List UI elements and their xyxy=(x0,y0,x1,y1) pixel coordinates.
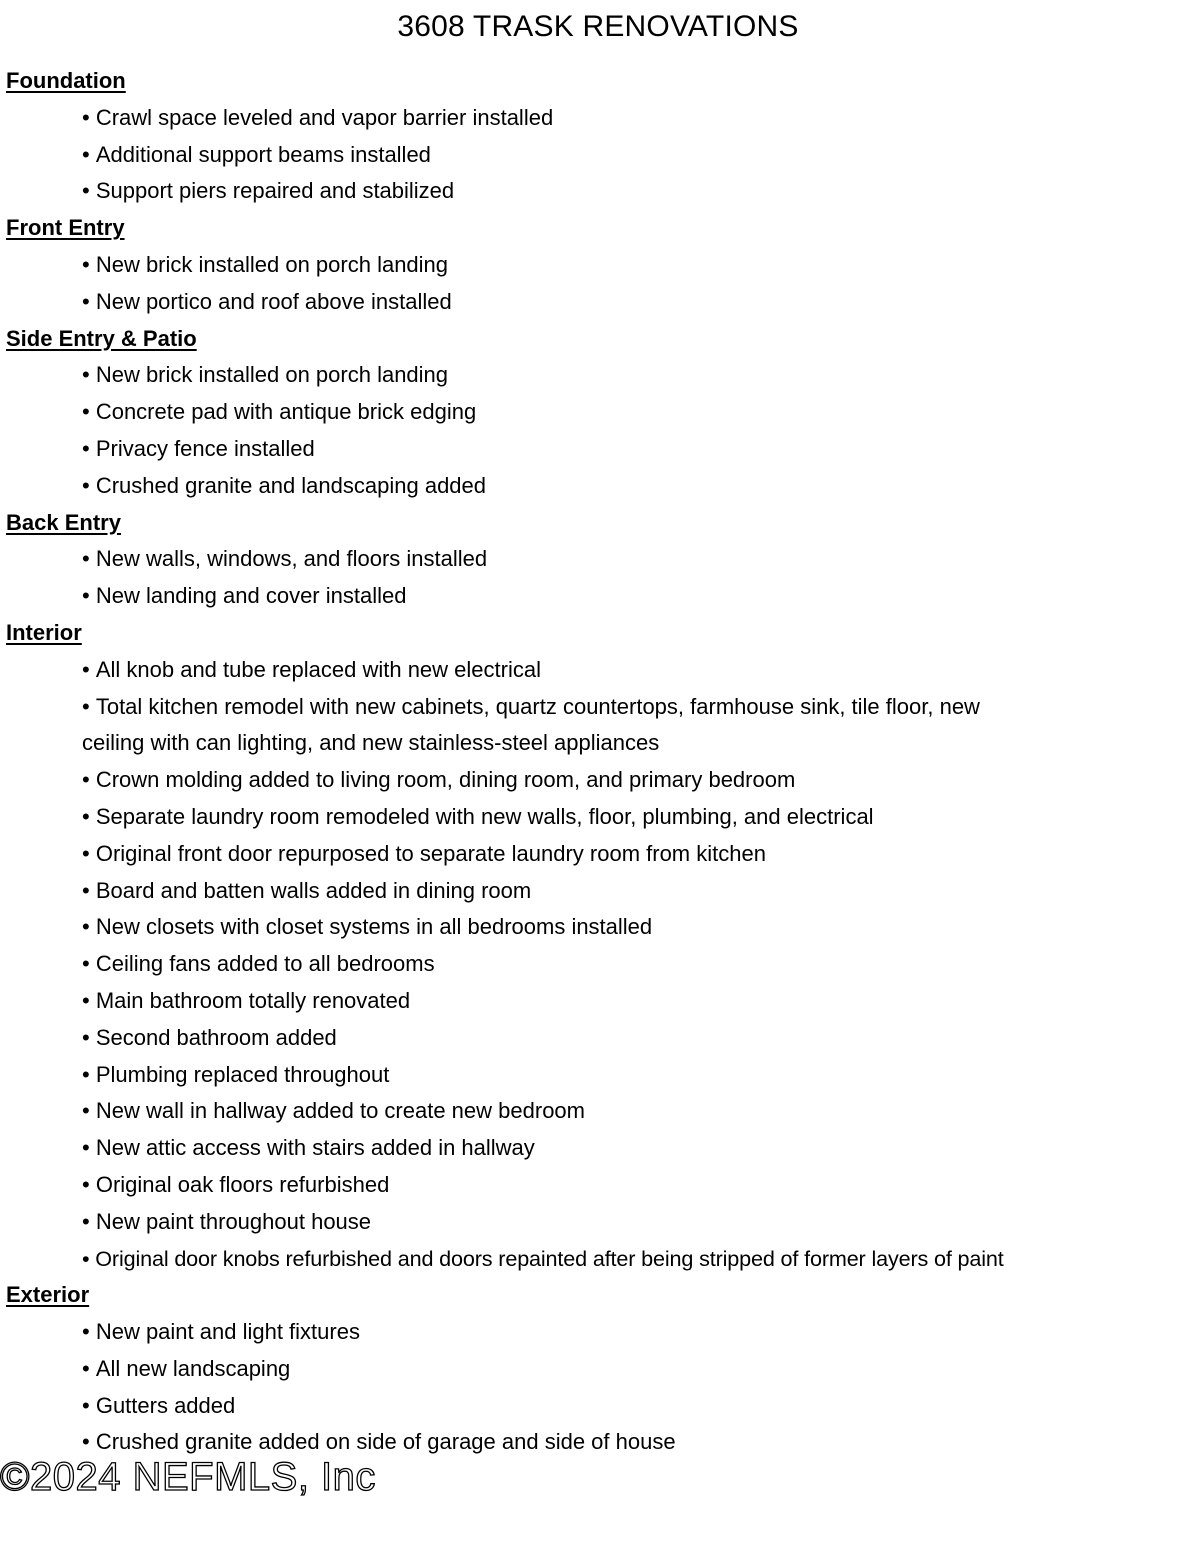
page-title: 3608 TRASK RENOVATIONS xyxy=(397,10,799,43)
list-item: • Privacy fence installed xyxy=(6,431,1162,468)
list-item: • Second bathroom added xyxy=(6,1020,1162,1057)
list-item: • Crushed granite added on side of garage and side of house xyxy=(6,1424,1162,1461)
list-item: • Crawl space leveled and vapor barrier installed xyxy=(6,100,1162,137)
list-item: • New brick installed on porch landing xyxy=(6,357,1162,394)
back-entry-list xyxy=(6,541,1194,615)
list-item: • Separate laundry room remodeled with new walls, floor, plumbing, and electrical xyxy=(6,799,1162,836)
list-item: • Original oak floors refurbished xyxy=(6,1167,1162,1204)
renovation-list xyxy=(6,63,1194,1461)
list-item: • Plumbing replaced throughout xyxy=(6,1057,1162,1094)
list-item: • Gutters added xyxy=(6,1388,1162,1425)
front-entry-list xyxy=(6,247,1194,321)
list-item: • Support piers repaired and stabilized xyxy=(6,173,1162,210)
copyright-watermark: ©2024 NEFMLS, Inc xyxy=(0,1455,376,1499)
section-heading-foundation: Foundation xyxy=(6,68,126,93)
list-item: • Total kitchen remodel with new cabinets, quartz countertops, farmhouse sink, tile floor, new ceiling with can lighting, and new stainless-steel appliances xyxy=(6,689,1042,763)
list-item: • Original door knobs refurbished and doors repainted after being stripped of former layers of paint xyxy=(6,1241,1162,1278)
list-item: • New brick installed on porch landing xyxy=(6,247,1162,284)
foundation-list xyxy=(6,100,1194,210)
interior-list xyxy=(6,652,1194,1278)
section-heading-exterior: Exterior xyxy=(6,1282,90,1308)
list-item: • All knob and tube replaced with new electrical xyxy=(6,652,1162,689)
section-heading-front-entry: Front Entry xyxy=(6,215,125,241)
list-item: • New attic access with stairs added in hallway xyxy=(6,1130,1162,1167)
section-heading-interior: Interior xyxy=(6,619,82,645)
list-item: • Board and batten walls added in dining room xyxy=(6,873,1162,910)
list-item: • Crushed granite and landscaping added xyxy=(6,468,1162,505)
list-item: • New closets with closet systems in all bedrooms installed xyxy=(6,909,1162,946)
section-heading-side-entry-patio: Side Entry & Patio xyxy=(6,325,197,351)
list-item: • Ceiling fans added to all bedrooms xyxy=(6,946,1162,983)
list-item: • New landing and cover installed xyxy=(6,578,1162,615)
list-item: • New walls, windows, and floors installed xyxy=(6,541,1162,578)
list-item: • New wall in hallway added to create new bedroom xyxy=(6,1093,1162,1130)
list-item: • Main bathroom totally renovated xyxy=(6,983,1162,1020)
exterior-list xyxy=(6,1314,1194,1461)
section-heading-back-entry: Back Entry xyxy=(6,509,121,535)
list-item: • New portico and roof above installed xyxy=(6,284,1162,321)
list-item: • Crown molding added to living room, dining room, and primary bedroom xyxy=(6,762,1162,799)
list-item: • New paint and light fixtures xyxy=(6,1314,1162,1351)
side-entry-patio-list xyxy=(6,357,1194,504)
list-item: • All new landscaping xyxy=(6,1351,1162,1388)
list-item: • Original front door repurposed to separate laundry room from kitchen xyxy=(6,836,1162,873)
list-item: • New paint throughout house xyxy=(6,1204,1162,1241)
list-item: • Additional support beams installed xyxy=(6,137,1162,174)
list-item: • Concrete pad with antique brick edging xyxy=(6,394,1162,431)
